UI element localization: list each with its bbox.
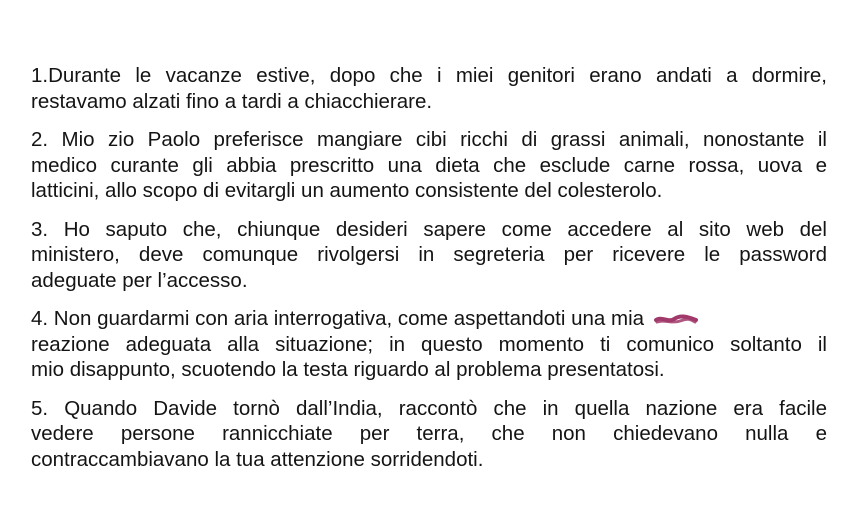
sentence-3-line-3: adeguate per l’accesso. xyxy=(31,268,248,292)
sentence-4 xyxy=(31,306,827,383)
sentence-4-line-3: mio disappunto, scuotendo la testa riguardo al problema presentatosi. xyxy=(31,358,665,381)
sentence-4-line-1: 4. Non guardarmi con aria interrogativa, come aspettandoti una mia xyxy=(31,307,645,330)
sentence-1-line-1: 1.Durante le vacanze estive, dopo che i miei genitori erano andati a dormire, xyxy=(31,64,827,87)
sentence-1-line-2: restavamo alzati fino a tardi a chiacchierare. xyxy=(31,89,433,113)
sentence-4-line-1-wrap xyxy=(31,306,827,332)
sentence-2-line-2: medico curante gli abbia prescritto una dieta che esclude carne rossa, uova e xyxy=(31,153,827,177)
crossed-out-word-mark-icon xyxy=(654,313,698,327)
sentence-3 xyxy=(31,217,827,294)
document-body xyxy=(31,63,827,485)
sentence-2-line-1: 2. Mio zio Paolo preferisce mangiare cibi ricchi di grassi animali, nonostante il xyxy=(31,128,827,151)
sentence-5-line-1: 5. Quando Davide tornò dall’India, raccontò che in quella nazione era facile xyxy=(31,396,827,420)
sentence-5-line-2: vedere persone rannicchiate per terra, che non chiedevano nulla e xyxy=(31,422,827,445)
sentence-3-line-1: 3. Ho saputo che, chiunque desideri sapere come accedere al sito web del xyxy=(31,217,827,241)
sentence-5 xyxy=(31,396,827,473)
sentence-1 xyxy=(31,63,827,114)
sentence-5-line-3: contraccambiavano la tua attenzione sorridendoti. xyxy=(31,447,484,471)
sentence-4-line-2: reazione adeguata alla situazione; in questo momento ti comunico soltanto il xyxy=(31,332,827,356)
sentence-3-line-2: ministero, deve comunque rivolgersi in segreteria per ricevere le password xyxy=(31,243,827,266)
sentence-2 xyxy=(31,127,827,204)
sentence-2-line-3: latticini, allo scopo di evitargli un aumento consistente del colesterolo. xyxy=(31,179,663,202)
